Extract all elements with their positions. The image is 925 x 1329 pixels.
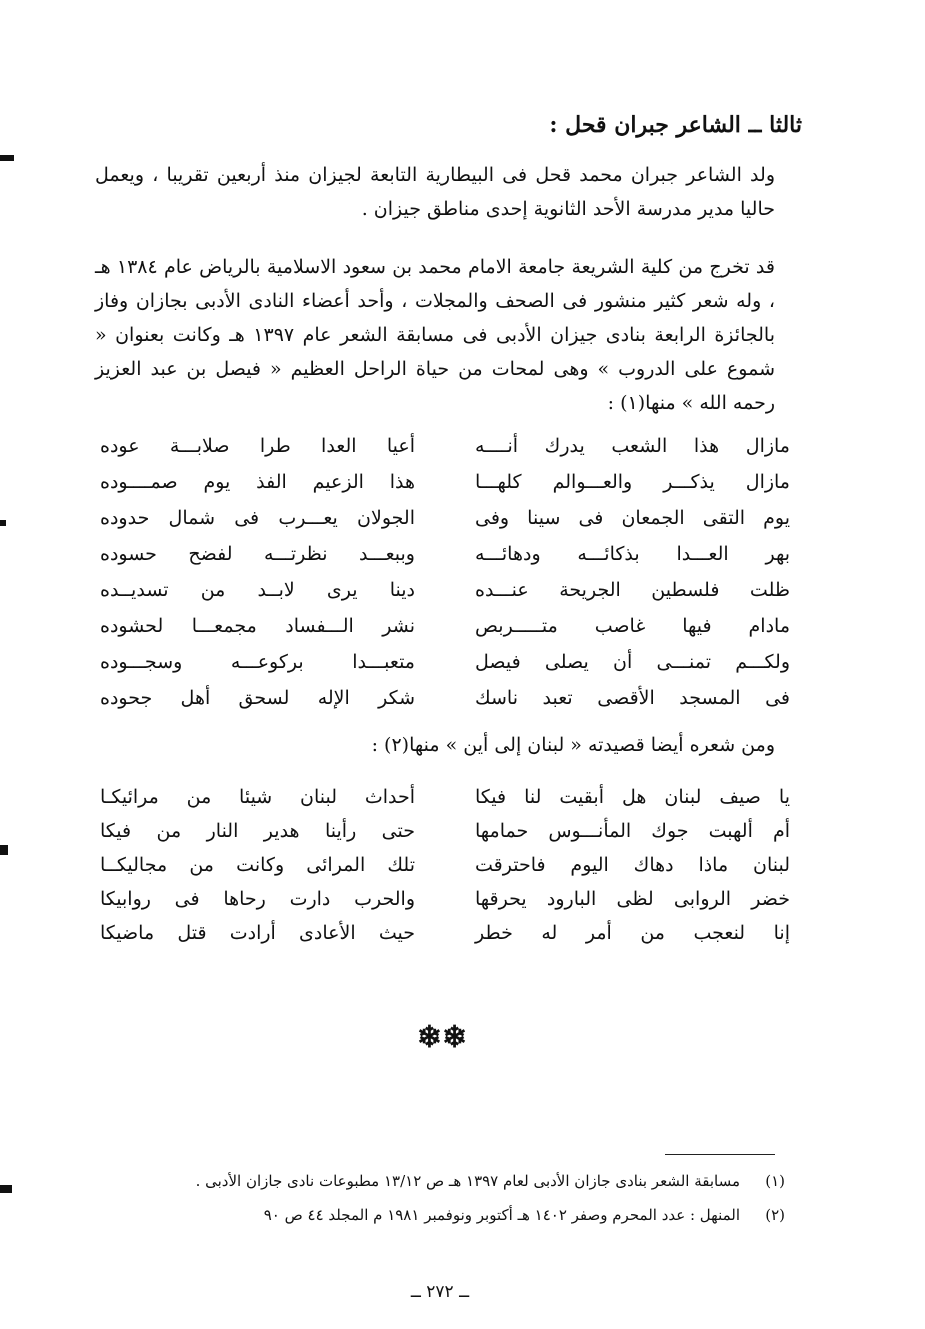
scan-edge-mark [0,520,6,526]
verse-second-hemistich: أعيا العدا طرا صلابـــة عوده [100,435,415,457]
verse-second-hemistich: حيث الأعادى أرادت قتل ماضيكا [100,922,415,944]
paragraph-second-poem-intro: ومن شعره أيضا قصيدته « لبنان إلى أين » منها(٢) : [371,734,775,756]
verse-line [100,464,790,500]
verse-line [100,500,790,536]
verse-first-hemistich: أم ألهبت جوك المأنـــوس حمامها [475,820,790,842]
footnote-text: المنهل : عدد المحرم وصفر ١٤٠٢ هـ أكتوبر ونوفمبر ١٩٨١ م المجلد ٤٤ ص ٩٠ [263,1206,740,1224]
verse-first-hemistich: يا صيف لبنان هل أبقيت لنا فيكا [475,786,790,808]
verse-first-hemistich: ظلت فلسطين الجريحة عنـــده [475,579,790,601]
section-separator-ornament: ❄❄ [416,1020,468,1055]
verse-first-hemistich: مازال هذا الشعب يدرك أنــــه [475,435,790,457]
section-heading: ثالثا ــ الشاعر جبران قحل : [549,112,802,138]
verse-line [100,428,790,464]
verse-second-hemistich: وببعـــد نظرتـــه لفضح حسوده [100,543,415,565]
verse-line [100,572,790,608]
verse-line [100,536,790,572]
verse-first-hemistich: يوم التقى الجمعان فى سينا وفى [475,507,790,529]
verse-second-hemistich: أحداث لبنان شيئا من مرائيكـا [100,786,415,808]
verse-second-hemistich: متعبـــدا بركوعـــه وسجـــوده [100,651,415,673]
verse-second-hemistich: والحرب دارت رحاها فى روابيكا [100,888,415,910]
verse-second-hemistich: الجولان يعـــرب فى شمال حدوده [100,507,415,529]
scan-edge-mark [0,1185,12,1193]
verse-second-hemistich: شكر الإله لسحق أهل جحوده [100,687,415,709]
verse-first-hemistich: مازال يذكـــر والعـــوالم كلهـــا [475,471,790,493]
scan-edge-mark [0,155,14,161]
verse-first-hemistich: فى المسجد الأقصى تعبد ناسك [475,687,790,709]
verse-first-hemistich: مادام فيها غاصب متـــــربص [475,615,790,637]
verse-line [100,916,790,950]
paragraph-biography: ولد الشاعر جبران محمد قحل فى البيطارية التابعة لجيزان منذ أربعين تقريبا ، ويعمل حاليا مدير مدرسة الأحد الثانوية إحدى مناطق جيزان . [95,164,775,220]
verse-line [100,882,790,916]
poem-shumoo-ala-al-duroob [100,428,790,716]
verse-line [100,680,790,716]
verse-first-hemistich: إنا لنعجب من أمر له خطر [475,922,790,944]
footnotes [95,1164,785,1232]
footnote-number: (٢) [765,1206,785,1224]
footnote [95,1198,785,1232]
footnote [95,1164,785,1198]
verse-line [100,780,790,814]
verse-line [100,814,790,848]
poem-lubnan-ila-ayn [100,780,790,950]
verse-second-hemistich: تلك المرائى وكانت من مجاليكــا [100,854,415,876]
scan-edge-mark [0,845,8,855]
page-number: ــ ٢٧٢ ــ [410,1282,470,1302]
verse-second-hemistich: حتى رأينا هدير النار من فيكا [100,820,415,842]
footnote-divider [665,1154,775,1155]
verse-line [100,608,790,644]
footnote-text: مسابقة الشعر بنادى جازان الأدبى لعام ١٣٩٧ هـ ص ١٣/١٢ مطبوعات نادى جازان الأدبى . [195,1172,740,1190]
verse-first-hemistich: بهر العـــدا بذكائـــه ودهائـــه [475,543,790,565]
verse-line [100,644,790,680]
verse-second-hemistich: نشر الـــفساد مجمعـــا لحشوده [100,615,415,637]
verse-first-hemistich: لبنان ماذا دهاك اليوم فاحترقت [475,854,790,876]
verse-first-hemistich: خضر الروابى لظى البارود يحرقها [475,888,790,910]
footnote-number: (١) [765,1172,785,1190]
verse-line [100,848,790,882]
paragraph-education: قد تخرج من كلية الشريعة جامعة الامام محمد بن سعود الاسلامية بالرياض عام ١٣٨٤ هـ ، وله شعر كثير منشور فى الصحف والمجلات ، وأحد أعضاء النادى الأدبى بجازان وفاز بالجائزة الرابعة بنادى جيزان الأدبى فى مسابقة الشعر عام ١٣٩٧ هـ وكانت بعنوان « شموع على الدروب » وهى لمحات من حياة الراحل العظيم « فيصل بن عبد العزيز رحمه الله » منها(١) : [95,256,775,414]
verse-second-hemistich: هذا الزعيم الفذ يوم صمــــوده [100,471,415,493]
verse-first-hemistich: ولكـــم تمنـــى أن يصلى فيصل [475,651,790,673]
verse-second-hemistich: دينا يرى لابــد من تسديــده [100,579,415,601]
